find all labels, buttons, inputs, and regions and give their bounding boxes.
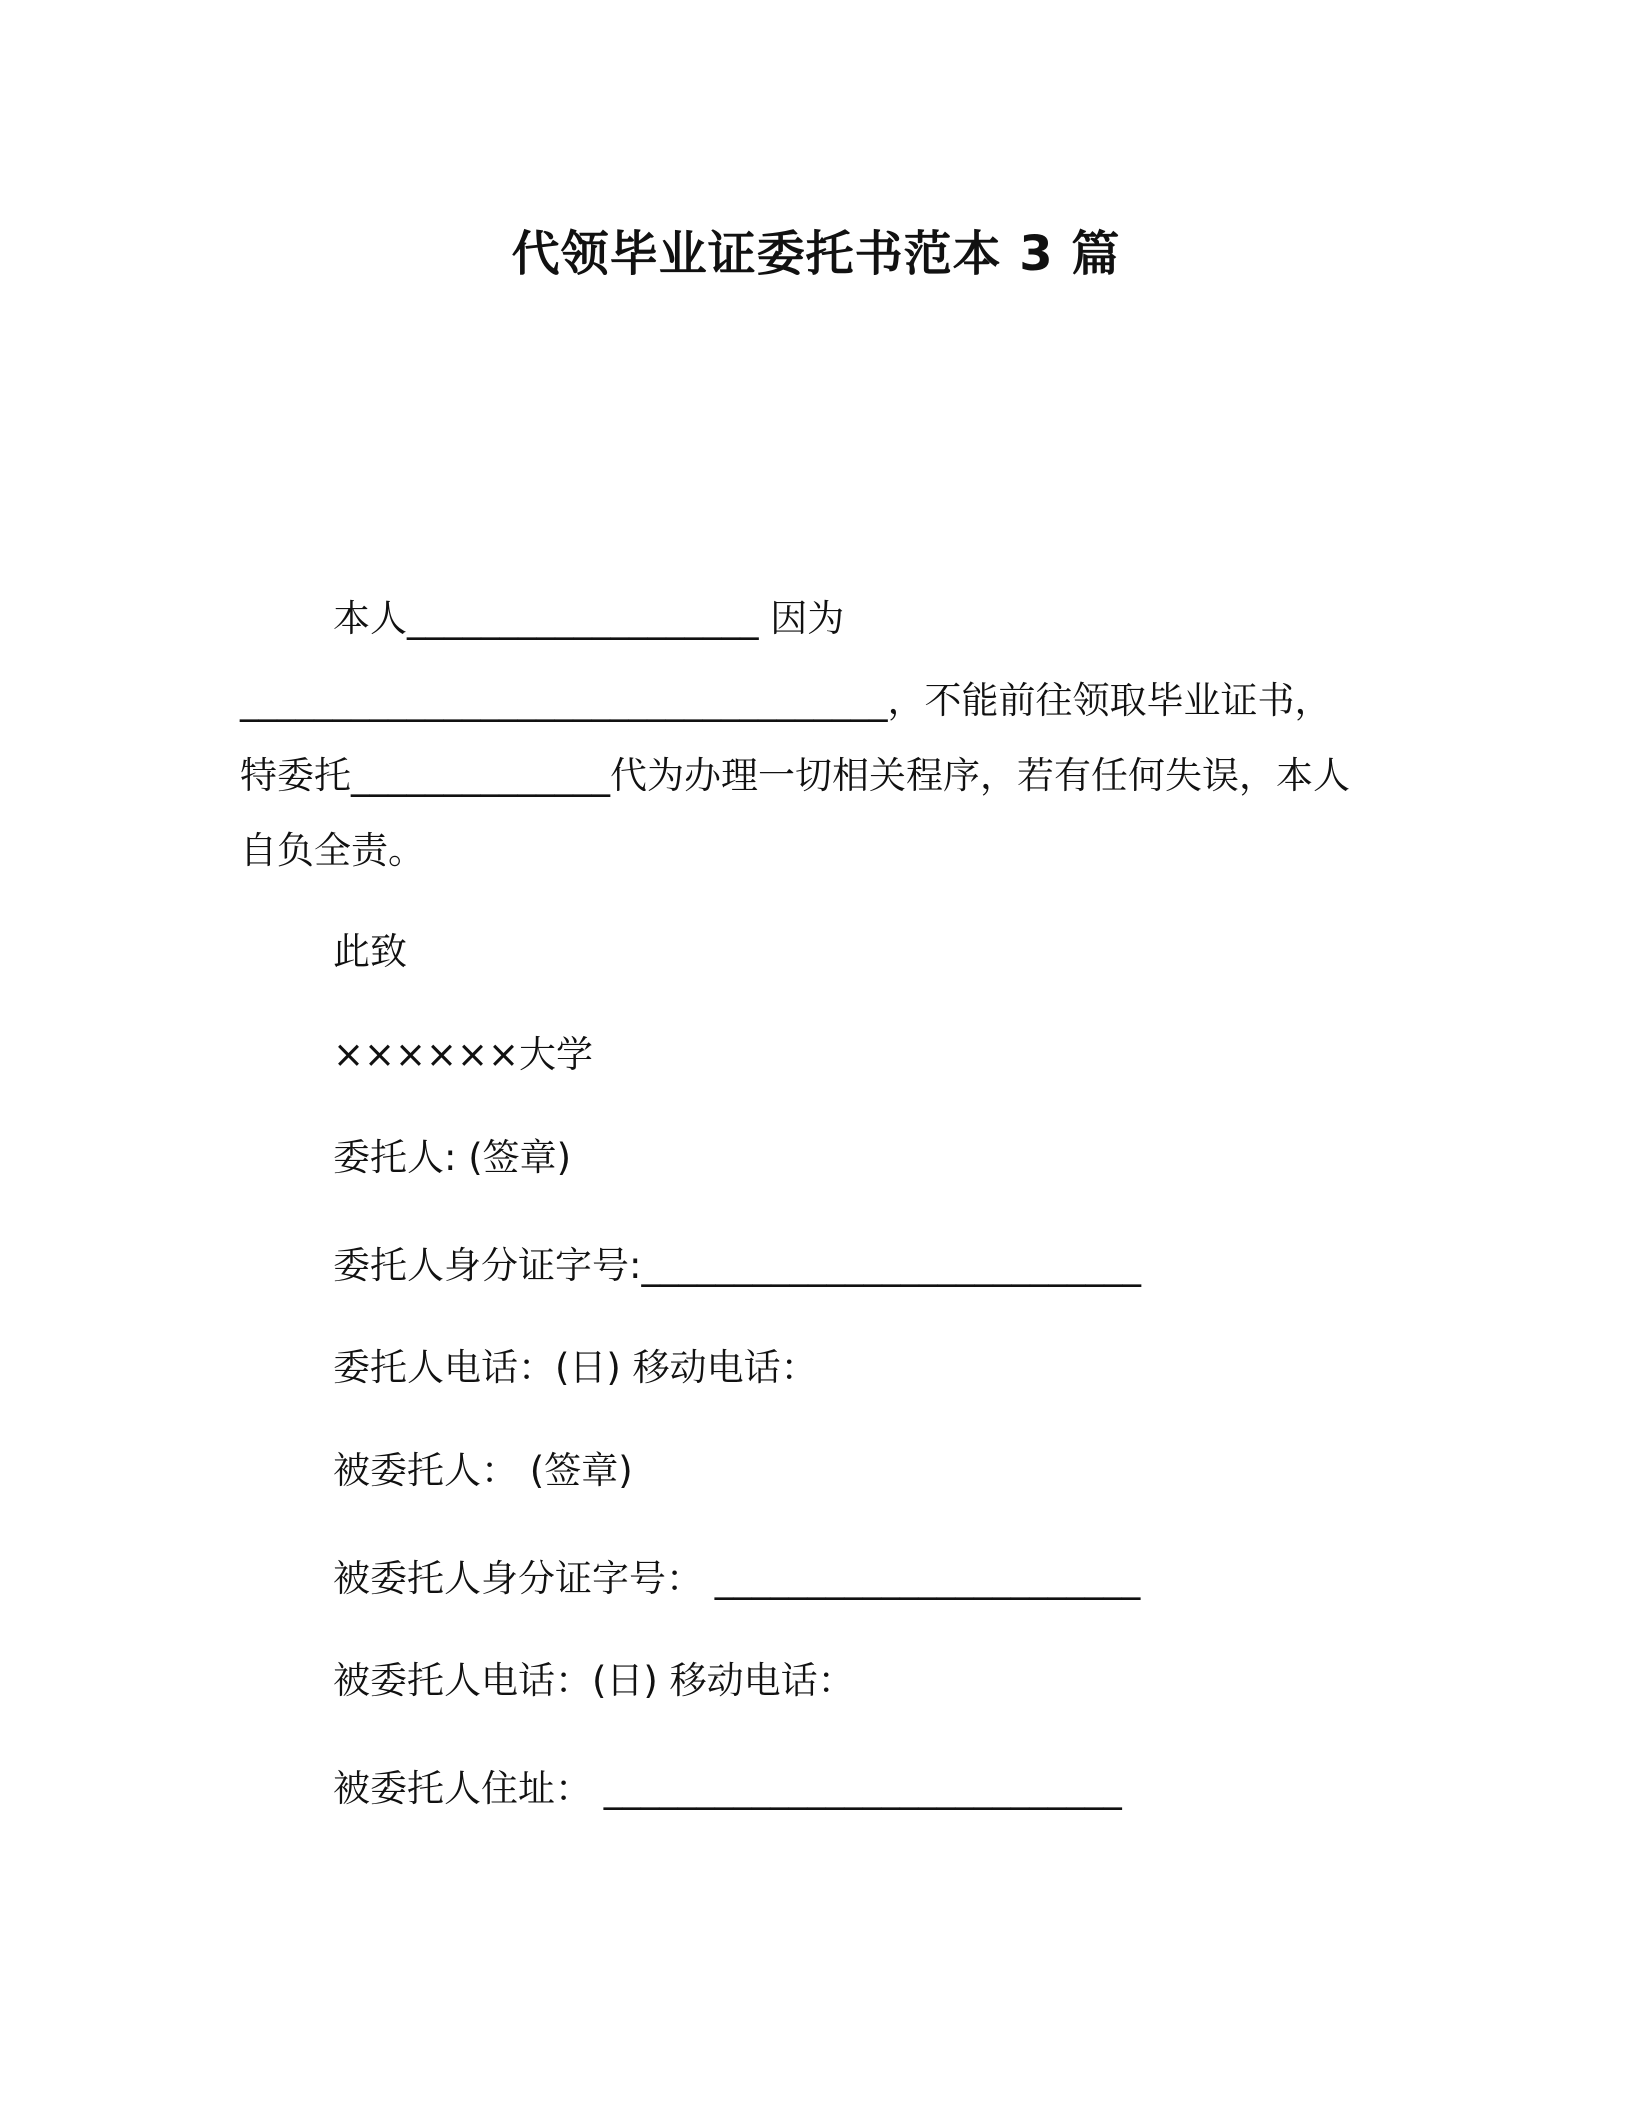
agent-id-field: 被委托人身分证字号： _______________________ xyxy=(333,1557,1141,1600)
agent-phone-field: 被委托人电话：(日) 移动电话： xyxy=(333,1659,855,1702)
body-line-3: 特委托______________代为办理一切相关程序，若有任何失误，本人 xyxy=(240,754,1350,797)
closing-recipient: ××××××大学 xyxy=(333,1033,594,1076)
body-line-1: 本人___________________ 因为 xyxy=(333,597,845,640)
closing-salutation: 此致 xyxy=(333,930,407,973)
body-line-2: ___________________________________，不能前往领取毕业证书， xyxy=(240,679,1332,722)
principal-signature-field: 委托人: (签章) xyxy=(333,1136,572,1179)
agent-signature-field: 被委托人： (签章) xyxy=(333,1449,633,1492)
principal-id-field: 委托人身分证字号:___________________________ xyxy=(333,1244,1141,1287)
agent-address-field: 被委托人住址： ____________________________ xyxy=(333,1767,1122,1810)
principal-phone-field: 委托人电话：(日) 移动电话： xyxy=(333,1346,818,1389)
document-title: 代领毕业证委托书范本 3 篇 xyxy=(511,226,1121,282)
body-line-4: 自负全责。 xyxy=(240,829,425,872)
